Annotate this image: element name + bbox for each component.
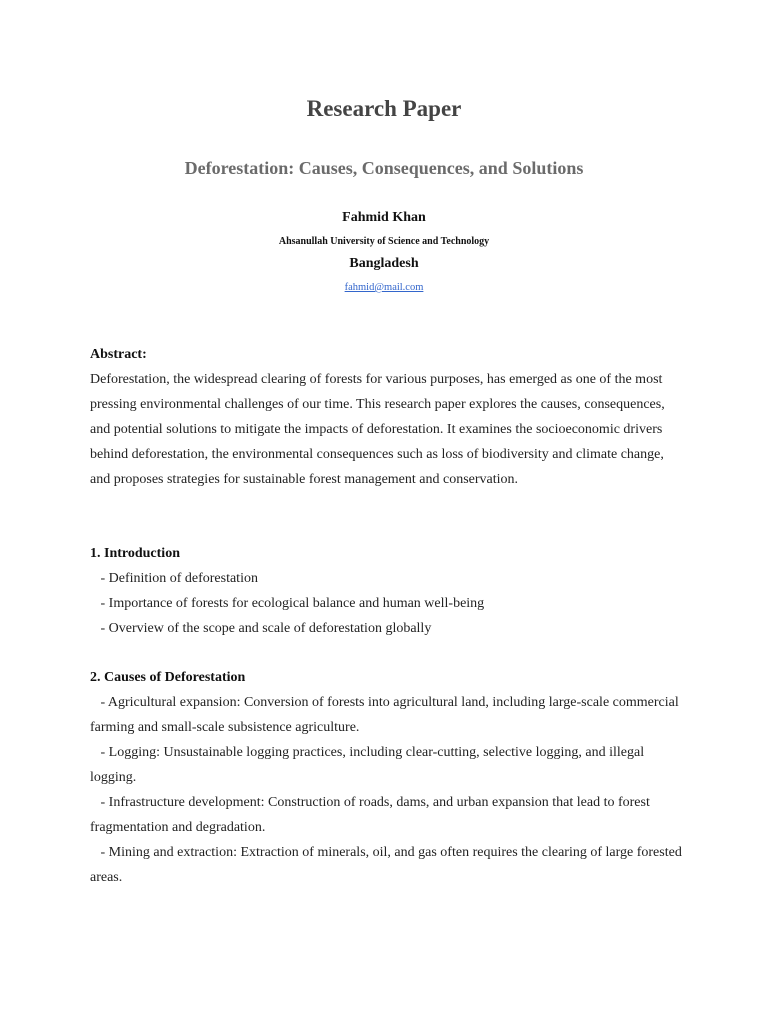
list-item: - Agricultural expansion: Conversion of forests into agricultural land, including large-scale commercial farming and small-scale subsistence agriculture.: [90, 695, 683, 735]
list-item: - Infrastructure development: Construction of roads, dams, and urban expansion that lead to forest fragmentation and degradation.: [90, 795, 654, 835]
list-item: - Mining and extraction: Extraction of minerals, oil, and gas often requires the clearing of large forested areas.: [90, 845, 686, 885]
author-country: Bangladesh: [349, 256, 419, 271]
list-item: - Importance of forests for ecological balance and human well-being: [90, 596, 485, 611]
author-affiliation: Ahsanullah University of Science and Technology: [278, 236, 490, 247]
list-item: - Overview of the scope and scale of deforestation globally: [90, 621, 432, 636]
abstract-section: [90, 342, 682, 492]
author-email-link[interactable]: fahmid@mail.com: [344, 282, 424, 293]
email-container: [0, 278, 768, 296]
page-title: Research Paper: [306, 96, 462, 121]
section-heading: 2. Causes of Deforestation: [90, 670, 246, 685]
section-causes: [90, 665, 686, 890]
list-item: - Definition of deforestation: [90, 571, 258, 586]
section-introduction: [90, 541, 682, 641]
abstract-heading: Abstract:: [90, 347, 147, 362]
paper-subtitle: Deforestation: Causes, Consequences, and Solutions: [184, 158, 584, 178]
author-name: Fahmid Khan: [342, 210, 426, 225]
abstract-text: Deforestation, the widespread clearing of forests for various purposes, has emerged as one of the most pressing environmental challenges of our time. This research paper explores the causes, consequences, and potential solutions to mitigate the impacts of deforestation. It examines the socioeconomic drivers behind deforestation, the environmental consequences such as loss of biodiversity and climate change, and proposes strategies for sustainable forest management and conservation.: [90, 372, 665, 487]
section-heading: 1. Introduction: [90, 546, 180, 561]
list-item: - Logging: Unsustainable logging practices, including clear-cutting, selective logging, and illegal logging.: [90, 745, 648, 785]
